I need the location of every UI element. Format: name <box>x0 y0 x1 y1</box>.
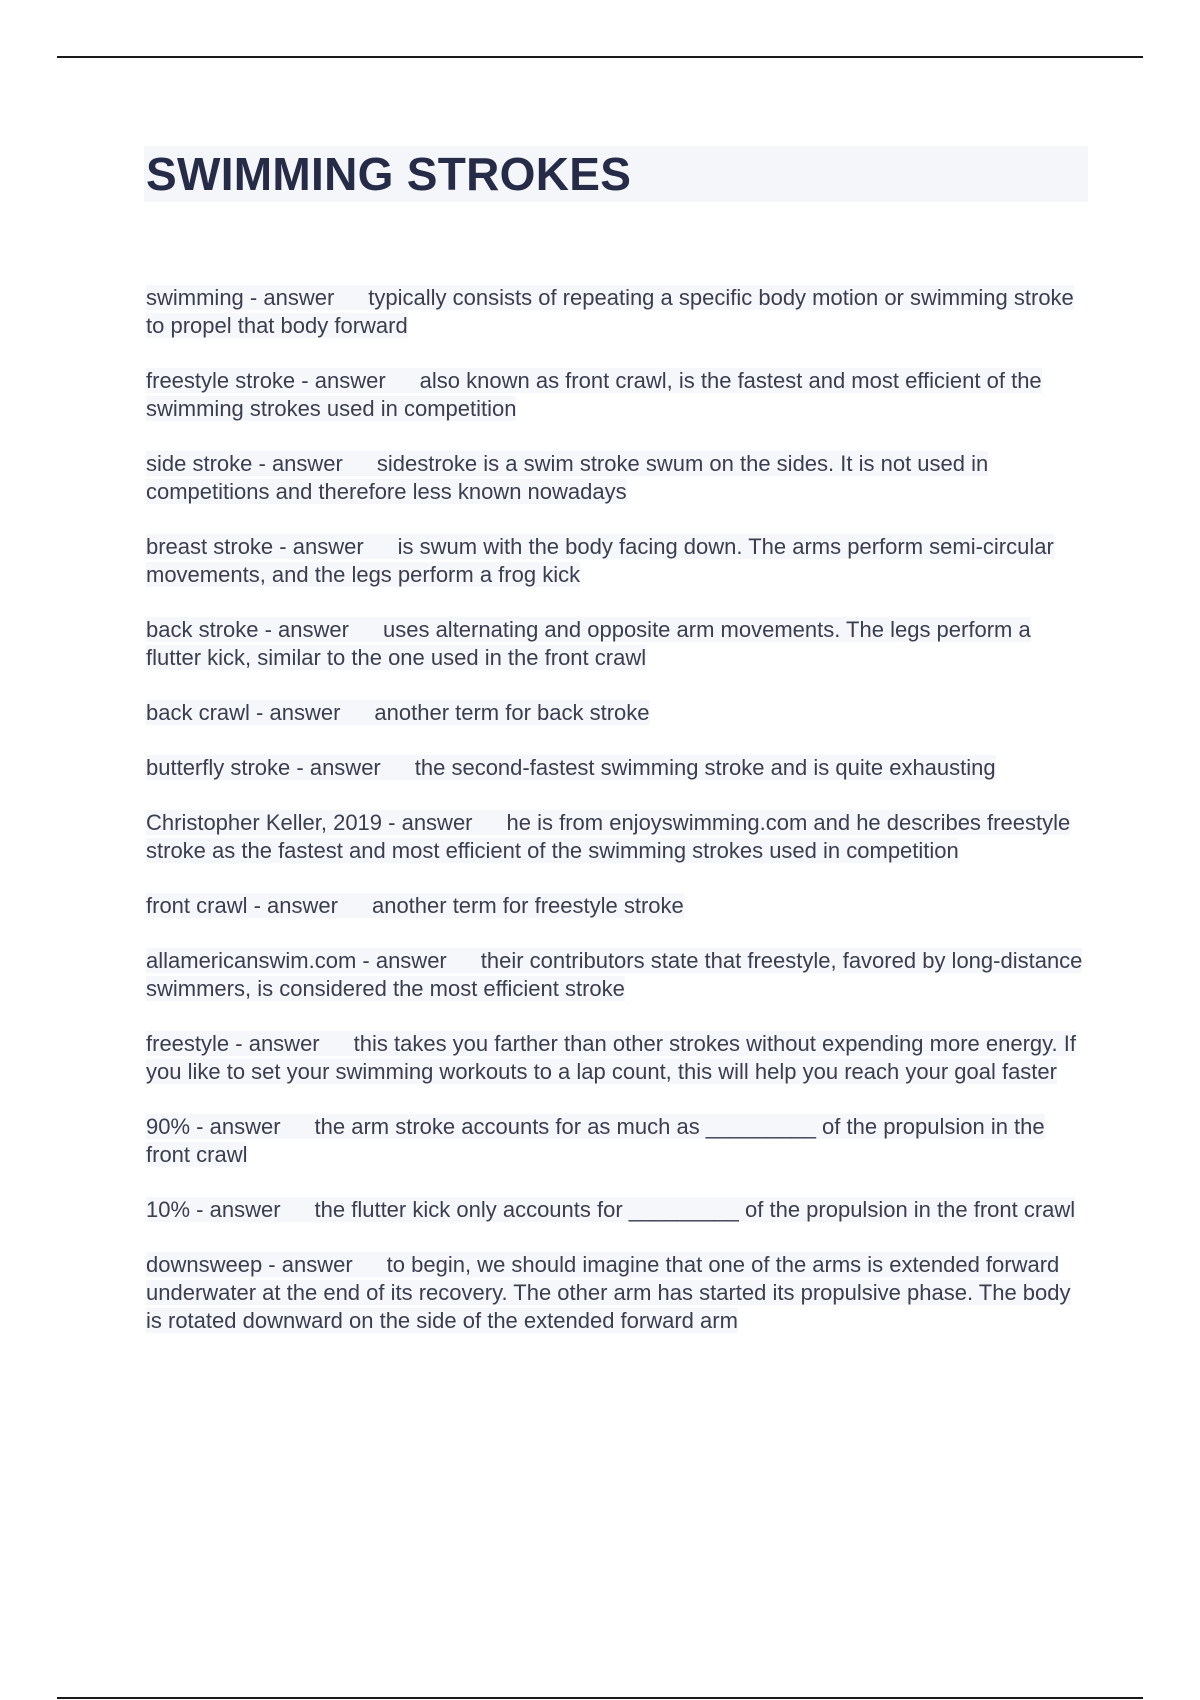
flashcard-5 <box>146 616 1091 672</box>
card-separator: - answer <box>262 1252 353 1277</box>
flashcard-3 <box>146 450 1091 506</box>
footer-rule <box>57 1697 1143 1699</box>
flashcard-10 <box>146 947 1091 1003</box>
card-definition: is swum with the body facing down. The arms perform semi-circular movements, and the legs perform a frog kick <box>146 534 1054 587</box>
card-definition: he is from enjoyswimming.com and he describes freestyle stroke as the fastest and most efficient of the swimming strokes used in competition <box>146 810 1071 863</box>
card-term: side stroke <box>146 451 253 476</box>
flashcard-11 <box>146 1030 1091 1086</box>
card-separator: - answer <box>229 1031 320 1056</box>
card-definition: also known as front crawl, is the fastest and most efficient of the swimming strokes used in competition <box>146 368 1042 421</box>
flashcard-14 <box>146 1251 1091 1335</box>
flashcard-9 <box>146 892 1091 920</box>
flashcard-1 <box>146 284 1091 340</box>
card-term: swimming <box>146 285 244 310</box>
card-separator: - answer <box>190 1114 281 1139</box>
card-separator: - answer <box>382 810 473 835</box>
card-definition: the arm stroke accounts for as much as _________ of the propulsion in the front crawl <box>146 1114 1045 1167</box>
card-term: 90% <box>146 1114 191 1139</box>
card-term: freestyle <box>146 1031 230 1056</box>
card-definition: sidestroke is a swim stroke swum on the sides. It is not used in competitions and therefore less known nowadays <box>146 451 989 504</box>
card-term: allamericanswim.com <box>146 948 357 973</box>
card-term: freestyle stroke <box>146 368 296 393</box>
flashcard-13 <box>146 1196 1091 1224</box>
card-separator: - answer <box>356 948 447 973</box>
card-separator: - answer <box>258 617 349 642</box>
flashcard-6 <box>146 699 1091 727</box>
flashcard-7 <box>146 754 1091 782</box>
flashcard-4 <box>146 533 1091 589</box>
card-term: back crawl <box>146 700 250 725</box>
card-definition: their contributors state that freestyle, favored by long-distance swimmers, is considered the most efficient stroke <box>146 948 1083 1001</box>
card-separator: - answer <box>273 534 364 559</box>
card-separator: - answer <box>295 368 386 393</box>
card-separator: - answer <box>243 285 335 310</box>
card-separator: - answer <box>247 893 338 918</box>
card-definition: the flutter kick only accounts for _________ of the propulsion in the front crawl <box>314 1197 1076 1222</box>
card-definition: another term for freestyle stroke <box>371 893 684 918</box>
flashcard-2 <box>146 367 1091 423</box>
card-term: back stroke <box>146 617 259 642</box>
card-separator: - answer <box>190 1197 281 1222</box>
flashcard-8 <box>146 809 1091 865</box>
card-definition: another term for back stroke <box>374 700 650 725</box>
card-separator: - answer <box>290 755 381 780</box>
card-term: butterfly stroke <box>146 755 291 780</box>
flashcard-12 <box>146 1113 1091 1169</box>
card-separator: - answer <box>249 700 341 725</box>
flashcard-list <box>146 284 1091 1362</box>
card-term: 10% <box>146 1197 191 1222</box>
card-definition: the second-fastest swimming stroke and is quite exhausting <box>414 755 996 780</box>
card-term: breast stroke <box>146 534 274 559</box>
page-title: SWIMMING STROKES <box>146 148 632 200</box>
header-rule <box>57 56 1143 58</box>
card-definition: this takes you farther than other strokes without expending more energy. If you like to set your swimming workouts to a lap count, this will help you reach your goal faster <box>146 1031 1076 1084</box>
card-definition: uses alternating and opposite arm movements. The legs perform a flutter kick, similar to the one used in the front crawl <box>146 617 1031 670</box>
card-term: downsweep <box>146 1252 263 1277</box>
card-definition: to begin, we should imagine that one of the arms is extended forward underwater at the end of its recovery. The other arm has started its propulsive phase. The body is rotated downward on the side of the extended forward arm <box>146 1252 1071 1333</box>
card-term: front crawl <box>146 893 248 918</box>
card-separator: - answer <box>252 451 343 476</box>
card-term: Christopher Keller, 2019 <box>146 810 383 835</box>
card-definition: typically consists of repeating a specific body motion or swimming stroke to propel that body forward <box>146 285 1074 338</box>
